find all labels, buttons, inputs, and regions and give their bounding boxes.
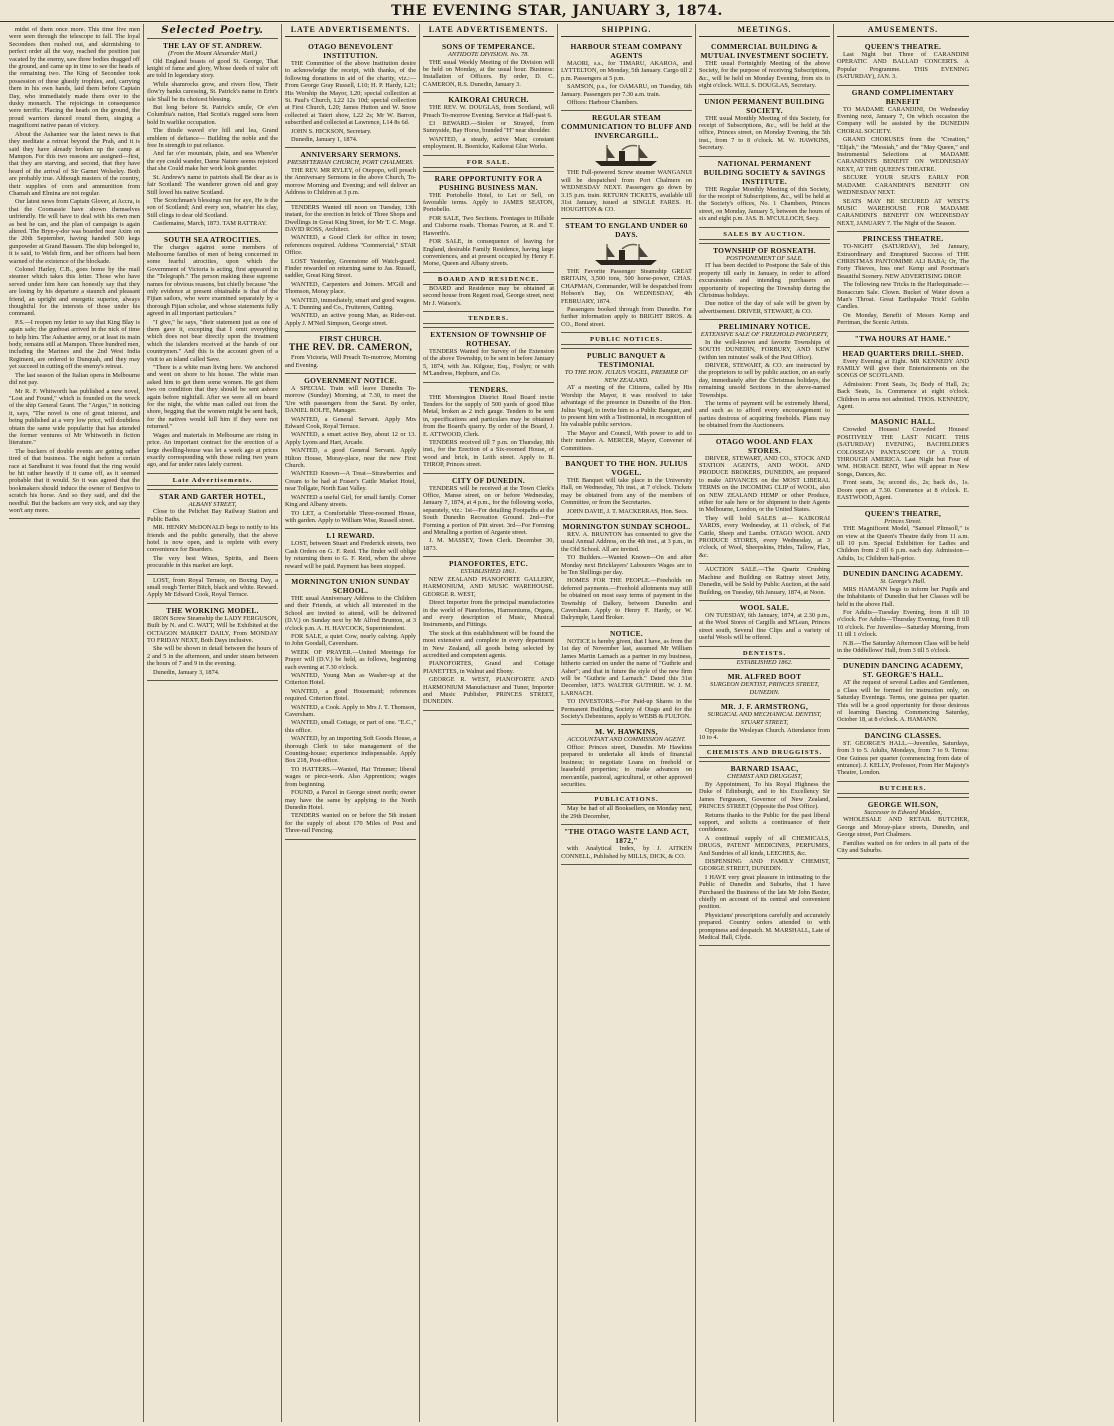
advertisement-block bbox=[561, 40, 692, 111]
paragraph: WEEK OF PRAYER.—United Meetings for Prayer will (D.V.) be held, as follows, beginning each evening at 7.30 o'clock. bbox=[285, 648, 416, 671]
column-6 bbox=[696, 24, 834, 1422]
advertisement-block bbox=[561, 627, 692, 725]
paragraph: TO HATTERS.—Wanted, Hat Trimmer; liberal wages or piece-work. Also Apprentices; wages from beginning. bbox=[285, 765, 416, 788]
paragraph: DISPENSING AND FAMILY CHEMIST, GEORGE STREET, DUNEDIN. bbox=[699, 857, 830, 873]
block-title: UNION PERMANENT BUILDING SOCIETY. bbox=[704, 96, 825, 115]
paragraph: A SPECIAL Train will leave Dunedin To-morrow (Sunday) Morning, at 7.30, to meet the 'Ure with passengers from the Sarat. By order, DANIEL ROLFE, Manager. bbox=[285, 385, 416, 415]
block-title: PUBLIC NOTICES. bbox=[561, 335, 692, 345]
paragraph: THE REV. MR RYLEY, of Otepopo, will preach the Anniversary Sermons in the above Church, To-morrow Morning and Evening; and will deliver an Address to Children at 3 p.m. bbox=[285, 167, 416, 197]
paragraph: WHOLESALE AND RETAIL BUTCHER, George and Moray-place streets, Dunedin, and George street, Port Chalmers. bbox=[837, 816, 969, 839]
advertisement-block bbox=[699, 647, 830, 671]
block-title: GOVERNMENT NOTICE. bbox=[304, 376, 397, 385]
block-title: HARBOUR STEAM COMPANY AGENTS bbox=[570, 42, 683, 60]
paragraph: with Analytical Index, by J. AITKEN CONNELL, Published by MILLS, DICK, & CO. bbox=[561, 845, 692, 860]
paragraph: "I give," he says, "their statement just as one of them gave it, excepting that I omit everything which does not bear directly upon the treatment which the islanders received at the hands of our countrymen." And this is the account given of a visit to an island called Save. bbox=[147, 318, 278, 363]
paragraph: From Victoria, Will Preach To-morrow, Morning and Evening. bbox=[285, 354, 416, 369]
column-7 bbox=[834, 24, 972, 1422]
paragraph: TENDERS wanted on or before the 5th instant for the supply of about 170 Miles of Post and Three-rail Fencing. bbox=[285, 812, 416, 835]
block-subtitle: ESTABLISHED 1861. bbox=[460, 568, 517, 576]
column-5 bbox=[558, 24, 696, 1422]
paragraph: And far o'er mountain, plain, and sea Where'er the eye could wander, Dame Nature seems rejoiced that she Could make her work look grander. bbox=[147, 150, 278, 173]
paragraph: MR. HENRY McDONALD begs to notify to his friends and the public generally, that the above hotel is now open, and is replete with every convenience for Boarders. bbox=[147, 524, 278, 554]
block-title: PRINCESS THEATRE. bbox=[862, 234, 944, 244]
advertisement-block bbox=[837, 729, 969, 782]
paragraph: Offices: Harbour Chambers. bbox=[567, 99, 639, 107]
paragraph: May be had of all Booksellers, on Monday next, the 29th December, bbox=[561, 805, 692, 820]
advertisement-block bbox=[837, 86, 969, 233]
block-title: DUNEDIN DANCING ACADEMY, ST. GEORGE'S HALL. bbox=[842, 661, 964, 680]
paragraph: Office: Princes street, Dunedin. Mr Hawkins prepared to undertake all kinds of financial business; to negotiate Loans on freehold or leasehold properties; to make advances on mercantile, pastoral, agricultural, or other approved securities. bbox=[561, 743, 692, 788]
block-title: L1 REWARD. bbox=[326, 531, 375, 541]
advertisement-block bbox=[423, 312, 554, 328]
paragraph: The stock at this establishment will be found the most extensive and complete in every department in New Zealand, all goods being selected by accredited and competent agents. bbox=[423, 629, 554, 659]
paragraph: The thistle waved o'er hill and lea, Grand emblem of defiance— Building the noble and the free In strength to put reliance. bbox=[147, 127, 278, 150]
advertisement-block bbox=[147, 474, 278, 490]
paragraph: WANTED, Young Man as Washer-up at the Criterion Hotel. bbox=[285, 672, 416, 687]
paragraph: DRIVER, STEWART, AND CO., STOCK AND STATION AGENTS, AND WOOL AND PRODUCE BROKERS, DUNEDIN, are prepared to make ADVANCES on the MOST LIBERAL TERMS on the INCOMING CLIP of WOOL, also on NEW ZEALAND HEMP or other Produce, either for sale here or for shipment to their Agents in Melbourne, London, or the United States. bbox=[699, 454, 830, 514]
block-title: GRAND COMPLIMENTARY BENEFIT bbox=[851, 87, 955, 106]
paragraph: WANTED, small Cottage, or part of one. "E.C.," this office. bbox=[285, 719, 416, 734]
advertisement-block bbox=[423, 474, 554, 558]
paragraph: FOR SALE, a quiet Cow, nearly calving. Apply to John Goodall, Caversham. bbox=[285, 632, 416, 648]
advertisement-block bbox=[699, 746, 830, 762]
paragraph: The Scotchman's blessings run for aye, He is the son of Scotland; And every son, whate'er his clay, Still clings to dear old Scotland. bbox=[147, 196, 278, 219]
block-title: "THE OTAGO WASTE LAND ACT, 1872," bbox=[563, 827, 690, 846]
paragraph: THE Mornington District Road Board invite Tenders for the supply of 500 yards of good Blue Metal, broken as 2 inch gauge. Tenders to be sent in, specifications and particulars may be obtained from the Board's quarry. By order of the Board, J. E. ATTWOOD, Clerk. bbox=[423, 393, 554, 438]
block-subtitle: Princes Street. bbox=[884, 517, 922, 525]
advertisement-block bbox=[561, 520, 692, 627]
advertisement-block bbox=[147, 39, 278, 233]
column-header: AMUSEMENTS. bbox=[837, 24, 969, 37]
paragraph: Passengers booked through from Dunedin. For further information apply to BRIGHT BROS. & CO., Bond street. bbox=[561, 305, 692, 328]
paragraph: Admission: Front Seats, 3s; Body of Hall, 2s; Back Seats, 1s. Commence at eight o'clock. Children in arms not admitted. THOS. KENNEDY, Agent. bbox=[837, 380, 969, 411]
paragraph: WANTED a useful Girl, for small family. Corner King and Albany streets. bbox=[285, 493, 416, 509]
paragraph: Old England boasts of good St. George, That knight of fame and glory, Whose deeds of valor oft are told In legendary story. bbox=[147, 57, 278, 80]
advertisement-block bbox=[837, 567, 969, 659]
paragraph: WANTED, a good Housemaid; references required. Criterion Hotel. bbox=[285, 687, 416, 703]
paragraph: FOR SALE, in consequence of leaving for England, desirable Family Residence, having large conveniences, and at present occupied by Henry F. Morse, Queen and Albany streets. bbox=[423, 238, 554, 268]
advertisement-block bbox=[699, 700, 830, 746]
paragraph: NEW ZEALAND PIANOFORTE GALLERY, HARMONIUM, AND MUSIC WAREHOUSE. GEORGE R. WEST, bbox=[423, 575, 554, 598]
paragraph: IRON Screw Steamship the LADY FERGUSON, Built by N. and C. WATT, Will be Exhibited at the OCTAGON MARKET DAILY, From MONDAY TO FRIDAY NEXT, Both Days inclusive. bbox=[147, 614, 278, 644]
paragraph: MAORI, s.s., for TIMARU, AKAROA, and LYTTELTON, on Monday, 5th January. Cargo till 2 p.m. Passengers at 5 p.m. bbox=[561, 60, 692, 82]
block-title: TOWNSHIP OF ROSNEATH. bbox=[713, 245, 816, 255]
column-4 bbox=[420, 24, 558, 1422]
block-title: TENDERS. bbox=[468, 384, 509, 394]
advertisement-block bbox=[147, 233, 278, 474]
block-subtitle: ACCOUNTANT AND COMMISSION AGENT. bbox=[567, 736, 686, 744]
block-title: RARE OPPORTUNITY FOR A PUSHING BUSINESS MAN. bbox=[434, 173, 543, 192]
advertisement-block bbox=[561, 219, 692, 333]
paragraph: NOTICE is hereby given, that I have, as from the 1st day of November last, assumed Mr William James Martin Larnach as a partner in my business, hitherto carried on under the name of "Guthrie and Asher"; and that in future the style of the new firm will be "Guthrie and Larnach." Dated this 31st December, 1873. WALTER GUTHRIE. W. J. M. LARNACH. bbox=[561, 637, 692, 697]
paragraph: Colonel Harley, C.B., goes home by the mail steamer which takes this letter. Those who have served under him here can honestly say that they are losing by his departure a staunch and pleasant friend, an upright and energetic superior, always thoughtful for the interests of those under his command. bbox=[9, 266, 140, 318]
paragraph: Physicians' prescriptions carefully and accurately prepared. Country orders attended to with promptness and despatch. M. MARSHALL, Late of Medical Hall, Clyde. bbox=[699, 911, 830, 942]
block-title: REGULAR STEAM COMMUNICATION TO BLUFF AND INVERCARGILL. bbox=[561, 113, 692, 141]
block-title: TENDERS. bbox=[423, 314, 554, 324]
block-title: QUEEN'S THEATRE, bbox=[864, 508, 942, 518]
paragraph: WANTED, immediately, smart and good wagess. A. T. Dunning and Co., Fruiterers, Cutting. bbox=[285, 296, 416, 311]
paragraph: But long before St. Patrick's smile, Or e'en Columbia's nation, Had Scotia's rugged sons been bold In warlike occupation. bbox=[147, 104, 278, 126]
paragraph: Dunedin, January 3, 1874. bbox=[153, 668, 220, 676]
paragraph: SEATS MAY BE SECURED AT WEST'S MUSIC WAREHOUSE FOR MADAME CARANDINI'S BENEFIT ON WEDNESDAY NEXT, JANUARY 7. The Night of the Season. bbox=[837, 197, 969, 227]
advertisement-block bbox=[699, 435, 830, 565]
column-header: LATE ADVERTISEMENTS. bbox=[423, 24, 554, 37]
block-title: M. W. HAWKINS, bbox=[595, 727, 658, 737]
block-title: CHEMISTS AND DRUGGISTS. bbox=[699, 748, 830, 758]
block-title: STAR AND GARTER HOTEL, bbox=[159, 491, 266, 501]
advertisement-block bbox=[837, 798, 969, 860]
paragraph: JOHN DAVIE, J. T. MACKERRAS, Hon. Secs. bbox=[567, 507, 689, 515]
paragraph: J. M. MASSEY, Town Clerk. December 30, 1873. bbox=[423, 537, 554, 552]
paragraph: Families waited on for orders in all parts of the City and Suburbs. bbox=[837, 839, 969, 855]
block-title: DUNEDIN DANCING ACADEMY. bbox=[842, 569, 964, 579]
paragraph: The very best Wines, Spirits, and Beers procurable in this market are kept. bbox=[147, 554, 278, 570]
paragraph: GRAND CHORUSES from the "Creation," "Elijah," the "Messiah," and the "May Queen," and Instrumental Selections at MADAME CARANDINI'S BENEFIT ON WEDNESDAY NEXT, AT THE QUEEN'S THEATRE. bbox=[837, 136, 969, 173]
advertisement-block bbox=[561, 825, 692, 865]
block-subtitle: SURGICAL AND MECHANICAL DENTIST, STUART STREET, bbox=[707, 711, 822, 726]
advertisement-block bbox=[699, 320, 830, 434]
advertisement-block bbox=[561, 457, 692, 520]
advertisement-block bbox=[837, 40, 969, 86]
advertisement-block bbox=[561, 725, 692, 793]
advertisement-block bbox=[423, 273, 554, 312]
paragraph: LOST, between Stuart and Frederick streets, two Cash Orders on G. F. Reid. The finder will oblige by returning them to G. F. Reid, when the above reward will be paid. Payment has been stopped. bbox=[285, 540, 416, 570]
paragraph: The terms of payment will be extremely liberal, and such as to afford every encouragement to parties desirous of acquiring freeholds. Plans may be obtained from the Auctioneers. bbox=[699, 399, 830, 430]
advertisement-block bbox=[837, 659, 969, 728]
paragraph: St. Andrew's name to patriots shall Be dear as is fair Scotland: The wanderer grown old and gray Still loved his native Scotland. bbox=[147, 173, 278, 196]
column-header: MEETINGS. bbox=[699, 24, 830, 37]
paragraph: AUCTION SALE.—The Quartz Crushing Machine and Building on Rattray street Jetty, Dunedin, will be Sold by Public Auction, at the said Building, on Tuesday, 6th January, 1874, at Noon. bbox=[699, 566, 830, 596]
block-title: FIRST CHURCH. bbox=[319, 334, 382, 344]
advertisement-block bbox=[699, 762, 830, 946]
block-title: PRELIMINARY NOTICE. bbox=[718, 322, 811, 332]
paragraph: TO MADAME CARANDINI, On Wednesday Evening next, January 7, On which occasion the Company will be assisted by the DUNEDIN CHORAL SOCIETY. bbox=[837, 105, 969, 135]
block-title: SOUTH SEA ATROCITIES. bbox=[163, 234, 262, 244]
advertisement-block bbox=[423, 156, 554, 172]
paragraph: IT has been decided to Postpone the Sale of this property till early in January, in order to afford excursionists and intending purchasers an opportunity of inspecting the Township during the Christmas holidays. bbox=[699, 262, 830, 299]
paragraph: Due notice of the day of sale will be given by advertisement. DRIVER, STEWART, & CO. bbox=[699, 300, 830, 315]
block-subtitle: ANTIDOTE DIVISION. No. 78. bbox=[448, 51, 529, 58]
paragraph: N.B.—The Saturday Afternoon Class will be held in the Oddfellows' Hall, from 3 till 5 o'clock. bbox=[837, 639, 969, 654]
newspaper-columns bbox=[6, 24, 1110, 1422]
paragraph: Returns thanks to the Public for the past liberal support, and solicits a continuance of their confidence. bbox=[699, 811, 830, 834]
advertisement-block bbox=[285, 529, 416, 575]
paragraph: THE usual Anniversary Address to the Children and their Friends, at which all interested in the School are invited to attend, will be delivered (D.V.) on Sunday next by Mr Alfred Brunton, at 3 o'clock p.m. A. H. HAYCOCK, Superintendent. bbox=[285, 594, 416, 632]
advertisement-block bbox=[423, 93, 554, 155]
paragraph: REV. A. BRUNTON has consented to give the usual Annual Address, on the 4th inst., at 3 p.m., in the Old School. All are invited. bbox=[561, 531, 692, 553]
block-title: CITY OF DUNEDIN. bbox=[451, 475, 526, 485]
block-title: DENTISTS. bbox=[699, 649, 830, 659]
paragraph: WANTED, a smart active Boy, about 12 or 13. Apply Lyons and Hart, Arcade. bbox=[285, 431, 416, 446]
advertisement-block bbox=[837, 782, 969, 798]
advertisement-block bbox=[561, 111, 692, 218]
paragraph: WANTED, a General Servant. Apply Mrs Edward Cook, Royal Terrace. bbox=[285, 415, 416, 431]
block-title: THE LAY OF ST. ANDREW. bbox=[162, 41, 262, 50]
paragraph: TENDERS will be received at the Town Clerk's Office, Manse street, on or before Wednesday, January 7, 1874, at 4 p.m., for the following works, separately, viz.: 1st—For detailing Footpaths at the South Dunedin Recreation Ground. 2nd—For Forming a portion of Pitt street. 3rd—For Forming and Metalling a portion of Arganie street. bbox=[423, 484, 554, 537]
block-title: ANNIVERSARY SERMONS. bbox=[300, 150, 401, 160]
block-subtitle: POSTPONEMENT OF SALE. bbox=[726, 254, 803, 262]
advertisement-block bbox=[561, 349, 692, 457]
paragraph: THE Committee of the above Institution desire to acknowledge the receipt, with thanks, of the following donations in aid of the charity, viz.:—From George Gray Russell, L10; H. P. Hardy, L21; His Worship the Mayor, L20; special collection at St. Paul's Church, L22 12s 10d; special collection at First Church, L20; James Hutton and W. Snow collected at Taieri show, L22 2s; Mr W. Barron, subscribed and collected at Lawrence, L14 8s 6d. bbox=[285, 60, 416, 127]
block-title: DANCING CLASSES. bbox=[864, 730, 942, 740]
block-subtitle: CHEMIST AND DRUGGIST, bbox=[726, 773, 803, 781]
block-title: MR. J. F. ARMSTRONG, bbox=[720, 702, 809, 712]
advertisement-block bbox=[423, 328, 554, 383]
paragraph: DRIVER, STEWART, & CO. are instructed by the proprietors to sell by public auction, on an early day, immediately after the Christmas holidays, the remaining unsold Sections in the above-named Townships. bbox=[699, 361, 830, 399]
advertisement-block bbox=[285, 40, 416, 148]
steamship-icon bbox=[591, 142, 663, 168]
block-title: SONS OF TEMPERANCE. bbox=[442, 42, 535, 51]
advertisement-block bbox=[147, 575, 278, 604]
paragraph: By Appointment, To his Royal Highness the Duke of Edinburgh, and to his Excellency Sir James Fergusson, Governor of New Zealand, PRINCES STREET (Opposite the Post Office). bbox=[699, 780, 830, 811]
advertisement-block bbox=[837, 415, 969, 506]
advertisement-block bbox=[423, 383, 554, 474]
column-2 bbox=[144, 24, 282, 1422]
paragraph: She will be shown in detail between the hours of 2 and 5 in the afternoon, and under steam between the hours of 7 and 9 in the evening. bbox=[147, 645, 278, 668]
advertisement-block bbox=[699, 564, 830, 601]
paragraph: TO INVESTORS.—For Paid-up Shares in the Permanent Building Society of Otago and for the Society's Debentures, apply to WEBB & FULTON. bbox=[561, 698, 692, 720]
paragraph: They will hold SALES at— KAIKORAI YARDS, every Wednesday, at 11 o'clock, of Fat Cattle, Sheep and Lambs. OTAGO WOOL AND PRODUCE STORES, every Wednesday, at 3 o'clock, of Wool, Sheepskins, Hides, Tallow, Flax, &c. bbox=[699, 514, 830, 559]
paragraph: Wages and materials in Melbourne are rising in price. An important contract for the erection of a large dwelling-house was let a week ago at prices exactly corresponding with those ruling two years ago, and far under rates lately current. bbox=[147, 431, 278, 469]
advertisement-block bbox=[147, 490, 278, 575]
advertisement-block bbox=[699, 228, 830, 244]
paragraph: midst of them once more. This time five men were seen through the telescope to fall. The loyal Secondees then rushed out, and skirmishing to perfect order all the way, reached the position just vacated by the enemy, saw three bodies dragged off the ground, and came up in time to see the heads of the remaining two. The King of Secondee took possession of these ghastly trophies, and, carrying them in his own hands, laid them before Captain Day, who immediately made them over to the dusky monarch. The rejoicings in consequence were terrific. Placing the heads on the ground, the proud warriors danced round them, singing a magnificent native paean of victory. bbox=[9, 26, 140, 130]
block-title: HEAD QUARTERS DRILL-SHED. bbox=[842, 348, 964, 358]
paragraph: WANTED, a steady, active Man; constant employment. R. Boenicke, Kaikorai Glue Works. bbox=[423, 135, 554, 151]
paragraph: P.S.—I reopen my letter to say that King Blay is again safe; the gunboat arrived in the nick of time to help him. The Ashantee army, or at least its main body, remains still at Mampon. Three hundred men, including the Marines and the 2nd West India Regiment, are ordered to Dunquah, and they may yet succeed in cutting off the enemy's retreat. bbox=[9, 318, 140, 371]
paragraph: The last season of the Italian opera in Melbourne did not pay. bbox=[9, 371, 140, 387]
block-title: FOR SALE. bbox=[423, 158, 554, 168]
advertisement-block bbox=[699, 244, 830, 320]
block-title: MORNINGTON SUNDAY SCHOOL. bbox=[562, 522, 691, 531]
advertisement-block bbox=[285, 202, 416, 333]
paragraph: THE Magnificent Model, "Samuel Plimsoll," is on view at the Queen's Theatre daily from 11 a.m. till 10 p.m. Special Exhibition for Ladies and Children from 2 till 6 p.m. each day. Admission—Adults, 1s; Children half-price. bbox=[837, 525, 969, 562]
paragraph: PIANOFORTES, Grand and Cottage PIANETTES, in Walnut and Ebony. bbox=[423, 660, 554, 675]
block-title: BUTCHERS. bbox=[837, 784, 969, 794]
block-subtitle: Successor to Edward Madden, bbox=[864, 808, 942, 816]
paragraph: Direct Importer from the principal manufactories in the world of Pianofortes, Harmoniums, Organs, and every description of Music, Musical Instruments, and Fittings. bbox=[423, 599, 554, 629]
paragraph: TO Builders.—Wanted Known—On and after Monday next Bricklayers' Labourers Wages are to be Ten Shillings per day. bbox=[561, 554, 692, 577]
paragraph: MRS HAMANN begs to inform her Pupils and the Inhabitants of Dunedin that her Classes will be held in the above Hall. bbox=[837, 585, 969, 608]
paragraph: FOR SALE, Two Sections. Frontages to Hillside and Cisborne roads. Thomas Fearon, at R. and T. Haworth's. bbox=[423, 214, 554, 237]
advertisement-block bbox=[147, 24, 278, 39]
block-title: MASONIC HALL. bbox=[870, 417, 936, 427]
column-3 bbox=[282, 24, 420, 1422]
block-title: COMMERCIAL BUILDING & MUTUAL INVESTMENT SOCIETY. bbox=[700, 42, 829, 60]
paragraph: THE usual Monthly Meeting of this Society, for receipt of Subscriptions, &c., will be held at the office, Princes street, on Monday Evening, the 5th inst., from 7 to 8 o'clock. M. W. HAWKINS, Secretary. bbox=[699, 114, 830, 152]
paragraph: Mr R. F. Whitworth has published a new novel, "Lost and Found," which is founded on the wreck of the ship General Grant. The "Argus," in noticing it, says, "The novel is one of great interest, and being published at a very low price, will doubtless obtain the same wide popularity that has attended the former ventures of Mr Whitworth in fiction literature." bbox=[9, 387, 140, 447]
advertisement-block bbox=[423, 172, 554, 273]
column-header: SHIPPING. bbox=[561, 24, 692, 37]
paragraph: Close to the Pelichet Bay Railway Station and Public Baths. bbox=[147, 508, 278, 523]
block-subtitle: PRESBYTERIAN CHURCH, PORT CHALMERS. bbox=[287, 159, 414, 167]
paragraph: AT a meeting of the Citizens, called by His Worship the Mayor, it was resolved to take advantage of the presence in Dunedin of the Hon. Julius Vogel, to invite him to a Public Banquet, and to present him with a Testimonial, in recognition of his valuable public services. bbox=[561, 384, 692, 429]
block-title: THE WORKING MODEL. bbox=[166, 605, 259, 615]
paragraph: Front seats, 3s; second do., 2s; back do., 1s. Doors open at 7.30. Commence at 8 o'clock. E. EASTWOOD, Agent. bbox=[837, 479, 969, 502]
block-title: EXTENSION OF TOWNSHIP OF ROTHESAY. bbox=[430, 329, 547, 348]
block-subtitle: ALBANY STREET, bbox=[188, 500, 237, 508]
paragraph: THE Banquet will take place in the University Hall, on Wednesday, 7th inst., at 7 o'clock. Tickets may be obtained from any of the members of Committee, or from the Secretaries. bbox=[561, 476, 692, 507]
paragraph: AT the request of several Ladies and Gentlemen, a Class will be formed for instruction only, on Saturday Evenings. Terms, one guinea per quarter. This will be a good opportunity for those desirous of learning Dancing. Commencing Saturday, October 18, at 8 o'clock. A. HAMANN. bbox=[837, 679, 969, 724]
block-subtitle: TO THE HON. JULIUS VOGEL, PREMIER OF NEW ZEALAND. bbox=[564, 369, 689, 384]
advertisement-block bbox=[423, 40, 554, 93]
paragraph: TENDERS Wanted till noon on Tuesday, 13th instant, for the erection in brick of Three Shops and Dwellings in Great King Street, for Mr T. C. Moge. DAVID ROSS, Architect. bbox=[285, 203, 416, 233]
paragraph: THE usual Weekly Meeting of the Division will be held on Monday, at the usual hour. Business: Installation of Officers. By order, D. C. CAMERON, R.S. Dunedin, January 3. bbox=[423, 58, 554, 88]
paragraph: THE Portobello Hotel, to Let or Sell, on favorable terms. Apply to JAMES SEATON, Portobello. bbox=[423, 191, 554, 214]
block-title: QUEEN'S THEATRE. bbox=[864, 42, 942, 51]
paragraph: WANTED, a Cook. Apply to Mrs J. T. Thomson, Caversham. bbox=[285, 703, 416, 719]
steamship-icon bbox=[591, 241, 663, 267]
advertisement-block bbox=[285, 332, 416, 374]
paragraph: THE usual Fortnightly Meeting of the above Society, for the purpose of receiving Subscriptions, &c., will be held on Monday Evening, from six to eight o'clock. WILL S. DOUGLAS, Secretary. bbox=[699, 60, 830, 90]
block-title: BANQUET TO THE HON. JULIUS VOGEL. bbox=[565, 458, 688, 477]
advertisement-block bbox=[837, 232, 969, 331]
paragraph: The Mayor and Council, With power to add to their number. A. MERCER, Mayor, Convener of Committees. bbox=[561, 429, 692, 452]
advertisement-block bbox=[285, 575, 416, 840]
paragraph: A continual supply of all CHEMICALS, DRUGS, PATENT MEDICINES, PERFUMES, And Sundries of all kinds, LEECHES, &c. bbox=[699, 834, 830, 857]
block-title: KAIKORAI CHURCH. bbox=[448, 95, 529, 105]
advertisement-block bbox=[837, 507, 969, 568]
block-title: STEAM TO ENGLAND UNDER 60 DAYS. bbox=[565, 220, 688, 239]
block-title: Selected Poetry. bbox=[161, 25, 264, 36]
paragraph: THE Favorite Passenger Steamship GREAT BRITAIN, 3,500 tons, 500 horse-power, CHAS. CHAPMAN, Commander, Will be despatched from Hobson's Bay, On WEDNESDAY, 4th FEBRUARY, 1874. bbox=[561, 267, 692, 305]
block-title: OTAGO BENEVOLENT INSTITUTION. bbox=[308, 42, 393, 60]
paragraph: While shamrocks grow, and rivers flow, Their flow'ry banks caressing, St. Patrick's name in Erin's isle Shall be its choicest blessing. bbox=[147, 80, 278, 103]
paragraph: TO-NIGHT (SATURDAY), 3rd January, Extraordinary and Enraptured Success of THE CHRISTMAS PANTOMIME ALI BABA; Or, The Forty Thieves, Inss one! Kemp and Poortman's Beautiful Scenery. NEW ADVERTISING DROP. bbox=[837, 243, 969, 280]
paragraph: Dunedin, January 1, 1874. bbox=[291, 136, 358, 144]
paragraph: WANTED, an active young Man, as Rider-out. Apply J. M'Neil Simpson, George street. bbox=[285, 312, 416, 327]
block-subtitle: (From the Mount Alexander Mail.) bbox=[168, 50, 257, 57]
block-title: WOOL SALE. bbox=[739, 602, 790, 612]
paragraph: The following new Tricks in the Harlequinade:— Bonaccum Sale. Clown. Bucket of Water down a Man's Throat. Great Earthquake Trick! Goblin Candles. bbox=[837, 281, 969, 311]
block-title: OTAGO WOOL AND FLAX STORES. bbox=[715, 436, 814, 455]
advertisement-block bbox=[9, 24, 140, 519]
paragraph: Our latest news from Captain Glover, at Accra, is that the Coomassie have shown themselves unfriendly. He will have to deal with his own men as best he can, and the plan of campaign is again altered. The Bryn-y-dor was boarded near Axim on the 20th September, having handed 500 kegs gunpowder at Grand Bassam. The ship belonged to, it is said, to Welsh firm, and her officers had been warned of the existence of the blockade. bbox=[9, 198, 140, 265]
block-title: PIANOFORTES, ETC. bbox=[449, 559, 528, 569]
paragraph: £3 REWARD.—Stolen or Strayed, from Sunnyside, Bay Horse, branded "H" near shoulder. bbox=[423, 120, 554, 135]
advertisement-block bbox=[699, 670, 830, 700]
block-subtitle: SURGEON DENTIST, PRINCES STREET, DUNEDIN. bbox=[710, 681, 819, 696]
block-subtitle: St. George's Hall. bbox=[880, 578, 926, 586]
paragraph: THE REV. W. DOUGLAS, from Scotland, will Preach To-morrow Evening. Service at Half-past 6. bbox=[423, 104, 554, 119]
paragraph: SAMSON, p.s., for OAMARU, on Tuesday, 6th January. Passengers per 7.30 a.m. train. bbox=[561, 83, 692, 98]
advertisement-block bbox=[423, 557, 554, 711]
block-title: NOTICE. bbox=[609, 628, 644, 638]
advertisement-block bbox=[699, 601, 830, 647]
block-title: SALES BY AUCTION. bbox=[699, 230, 830, 240]
paragraph: WANTED, Carpenters and Joiners. M'Gill and Thomson, Moray place. bbox=[285, 280, 416, 296]
paragraph: TO LET, a Comfortable Three-roomed House, with garden. Apply to William Wise, Russell street. bbox=[285, 509, 416, 524]
advertisement-block bbox=[699, 40, 830, 95]
block-title: PUBLICATIONS. bbox=[561, 795, 692, 805]
advertisement-block bbox=[699, 95, 830, 157]
advertisement-block bbox=[837, 332, 969, 347]
paragraph: For Adults—Tuesday Evening, from 8 till 10 o'clock. For Adults—Thursday Evening, from 8 till 10 o'clock. For Juveniles—Saturday Morning, from 11 till 1 o'clock. bbox=[837, 608, 969, 639]
paragraph: The buckers of double events are getting rather tired of that business. The night before a certain race at Sandhurst it was found that the ring would be hit rather heavily if it came off, as it seemed probable that it would. So it was agreed that the bookmakers should induce the owner of Benjivo to scratch his horse. And so they said, and did the needful. But the backers are very sick, and say they won't any more. bbox=[9, 447, 140, 514]
paragraph: On Monday, Benefit of Messrs Kemp and Perriman, the Scenic Artists. bbox=[837, 311, 969, 327]
block-title: NATIONAL PERMANENT BUILDING SOCIETY & SAVINGS INSTITUTE. bbox=[703, 158, 826, 186]
block-title: MORNINGTON UNION SUNDAY SCHOOL. bbox=[291, 576, 410, 595]
block-title: MR. ALFRED BOOT bbox=[727, 672, 802, 682]
paragraph: WANTED, by an importing Soft Goods House, a thorough Clerk to take management of the Counting-house; experience indispensable. Apply Box 218, Post-office. bbox=[285, 735, 416, 765]
paragraph: HOMES FOR THE PEOPLE.—Freeholds on deferred payments.—Freehold allotments may still be obtained on most easy terms of payment in the Township of Dalkey, between Dunedin and Caversham. Apply to Henry F. Hardy, or W. Dalrymple, Land Broker. bbox=[561, 577, 692, 622]
advertisement-block bbox=[837, 347, 969, 416]
paragraph: GEORGE R. WEST, PIANOFORTE AND HARMONIUM Manufacturer and Tuner, Importer and Music Publisher, PRINCES STREET, DUNEDIN. bbox=[423, 676, 554, 706]
paragraph: ST. GEORGE'S HALL.—Juveniles, Saturdays, from 3 to 5. Adults, Mondays, from 7 to 9. Terms: One Guinea per quarter (commencing from date of entrance). J. KELLY, Professor, From Her Majesty's Theatre, London. bbox=[837, 739, 969, 777]
block-title: BOARD AND RESIDENCE. bbox=[423, 275, 554, 285]
paragraph: Castlemaine, March, 1873. TAM RATTRAY. bbox=[153, 220, 267, 228]
block-title: "TWA HOURS AT HAME." bbox=[854, 333, 952, 343]
advertisement-block bbox=[147, 604, 278, 681]
paragraph: "There is a white man living here. We anchored and went on shore to his house. The white man asked him to get them some women. He got them two on condition that they should be sent ashore again before nightfall. After we were all on board for the night, the white man called out from the shore, begging that the women might be sent back, for the natives would kill him if they were not returned." bbox=[147, 364, 278, 431]
paragraph: FOUND, a Parcel in George street north; owner may have the same by applying to the North Dunedin Hotel. bbox=[285, 789, 416, 811]
advertisement-block bbox=[285, 374, 416, 529]
advertisement-block bbox=[699, 157, 830, 228]
paragraph: I HAVE very great pleasure in intimating to the Public of Dunedin and Suburbs, that I have Purchased the Business of the late Mr John Baxter, chiefly on account of its central and convenient position. bbox=[699, 873, 830, 911]
paragraph: THE Regular Monthly Meeting of this Society, for the receipt of Subscriptions, &c., will be held at the Society's offices, No. 1 Chambers, Princes street, on Monday, January 5, between the hours of six and eight p.m. JAS. B. M'CULLOCH, Secy. bbox=[699, 185, 830, 223]
paragraph: ON TUESDAY, 6th January, 1874, at 2.30 p.m., at the Wool Stores of Cargills and M'Lean, Princes street south, Several fine Clips and a variety of useful Wools will be offered. bbox=[699, 611, 830, 642]
paragraph: LOST, from Royal Terrace, on Boxing Day, a small rough Terrier Bitch, black and white. Reward. Apply Mr Edward Cook, Royal Terrace. bbox=[147, 576, 278, 599]
paragraph: WANTED, a good General Servant. Apply Hilton House, Moray-place, near the new First Church. bbox=[285, 447, 416, 470]
advertisement-block bbox=[561, 333, 692, 349]
column-header: LATE ADVERTISEMENTS. bbox=[285, 24, 416, 37]
column-1 bbox=[6, 24, 144, 1422]
paragraph: Crowded Houses! Crowded Houses! POSITIVELY THE LAST NIGHT. THIS (SATURDAY) EVENING, BACHELDER'S COLOSSEAN PANTASCOPE OF A TOUR THROUGH AMERICA. Last Night but Four of WM. HORACE BENT, Who will appear in New Songs, Dances, &c. bbox=[837, 426, 969, 478]
block-title: GEORGE WILSON, bbox=[867, 799, 939, 809]
paragraph: In the well-known and favorite Townships of SOUTH DUNEDIN, FORBURY, AND KEW (within ten minutes' walk of the Post Office). bbox=[699, 338, 830, 361]
paragraph: About the Ashantee war the latest news is that they meditate a retreat beyond the Prah, and it is said they have already broken up the camp at Mampon. For this two reasons are assigned—first, that they are starving, and second, that they have heard of the arrival of Sir Garnet Wolseley. Both are probably true. Although masters of the country, their supplies of corn and ammunition from Chamah and Elmina are not regular. bbox=[9, 130, 140, 197]
paragraph: JOHN S. HICKSON, Secretary. bbox=[291, 127, 372, 135]
advertisement-block bbox=[561, 793, 692, 825]
paragraph: THE Full-powered Screw steamer WANGANUI will be despatched from Port Chalmers on WEDNESDAY NEXT. Passengers go down by 3.15 p.m. train. RETURN TICKETS, available till 31st January, issued at SINGLE FARES. H. HOUGHTON & CO. bbox=[561, 169, 692, 214]
paragraph: Every Evening at Eight. MR KENNEDY AND FAMILY Will give their Entertainments on the SONGS OF SCOTLAND. bbox=[837, 357, 969, 380]
paragraph: WANTED Known—A Treat—Strawberries and Cream to be had at Fraser's Cattle Market Hotel, near Tollgate, North East Valley. bbox=[285, 470, 416, 493]
masthead: THE EVENING STAR, JANUARY 3, 1874. bbox=[0, 0, 1114, 22]
block-title: BARNARD ISAAC, bbox=[730, 764, 799, 774]
block-subtitle: ESTABLISHED 1862. bbox=[736, 658, 793, 666]
block-title: Late Advertisements. bbox=[147, 476, 278, 486]
block-title: PUBLIC BANQUET & TESTIMONIAL bbox=[587, 351, 666, 370]
paragraph: BOARD and Residence may be obtained at second house from Regent road, George street, next Mr J. Watson's. bbox=[423, 284, 554, 307]
paragraph: Opposite the Wesleyan Church. Attendance from 10 to 4. bbox=[699, 726, 830, 741]
paragraph: WANTED, a Good Clerk for office in town; references required. Address "Commercial," STAR Office. bbox=[285, 234, 416, 257]
paragraph: LOST Yesterday, Greenstone off Watch-guard. Finder rewarded on returning same to Jas. Russell, saddler, Great King Street. bbox=[285, 257, 416, 280]
paragraph: TENDERS received till 7 p.m. on Thursday, 8th inst., for the Erection of a Six-roomed House, of wood and brick, in Leith street. Apply to B. THROP, Princes street. bbox=[423, 439, 554, 469]
paragraph: SECURE YOUR SEATS EARLY FOR MADAME CARANDINI'S BENEFIT ON WEDNESDAY NEXT. bbox=[837, 174, 969, 197]
paragraph: The charges against some members of Melbourne families of men of being concerned in some fearful atrocities, upon which the Government of Victoria is acting, first appeared in the "Telegraph." The person making these supreme names for obvious reasons, but chiefly because "the only evidence at present obtainable is that of the Fijian sailors, who were examined separately by a thorough Fijian scholar, and whose statements fully agreed in all important particulars." bbox=[147, 243, 278, 318]
paragraph: TENDERS Wanted for Survey of the Extension of the above Township, to be sent in before January 5, 1874, with Jas. Kilgour, Esq., Foslyn; or with M'Landress, Hepburn, and Co. bbox=[423, 347, 554, 378]
block-headline: THE REV. DR. CAMERON, bbox=[288, 343, 413, 354]
block-subtitle: EXTENSIVE SALE OF FREEHOLD PROPERTY, bbox=[700, 331, 829, 339]
paragraph: Last Night but Three of CARANDINI OPERATIC AND BALLAD CONCERTS. A Popular Programme. THIS EVENING (SATURDAY), JAN. 3. bbox=[837, 51, 969, 81]
advertisement-block bbox=[285, 148, 416, 201]
